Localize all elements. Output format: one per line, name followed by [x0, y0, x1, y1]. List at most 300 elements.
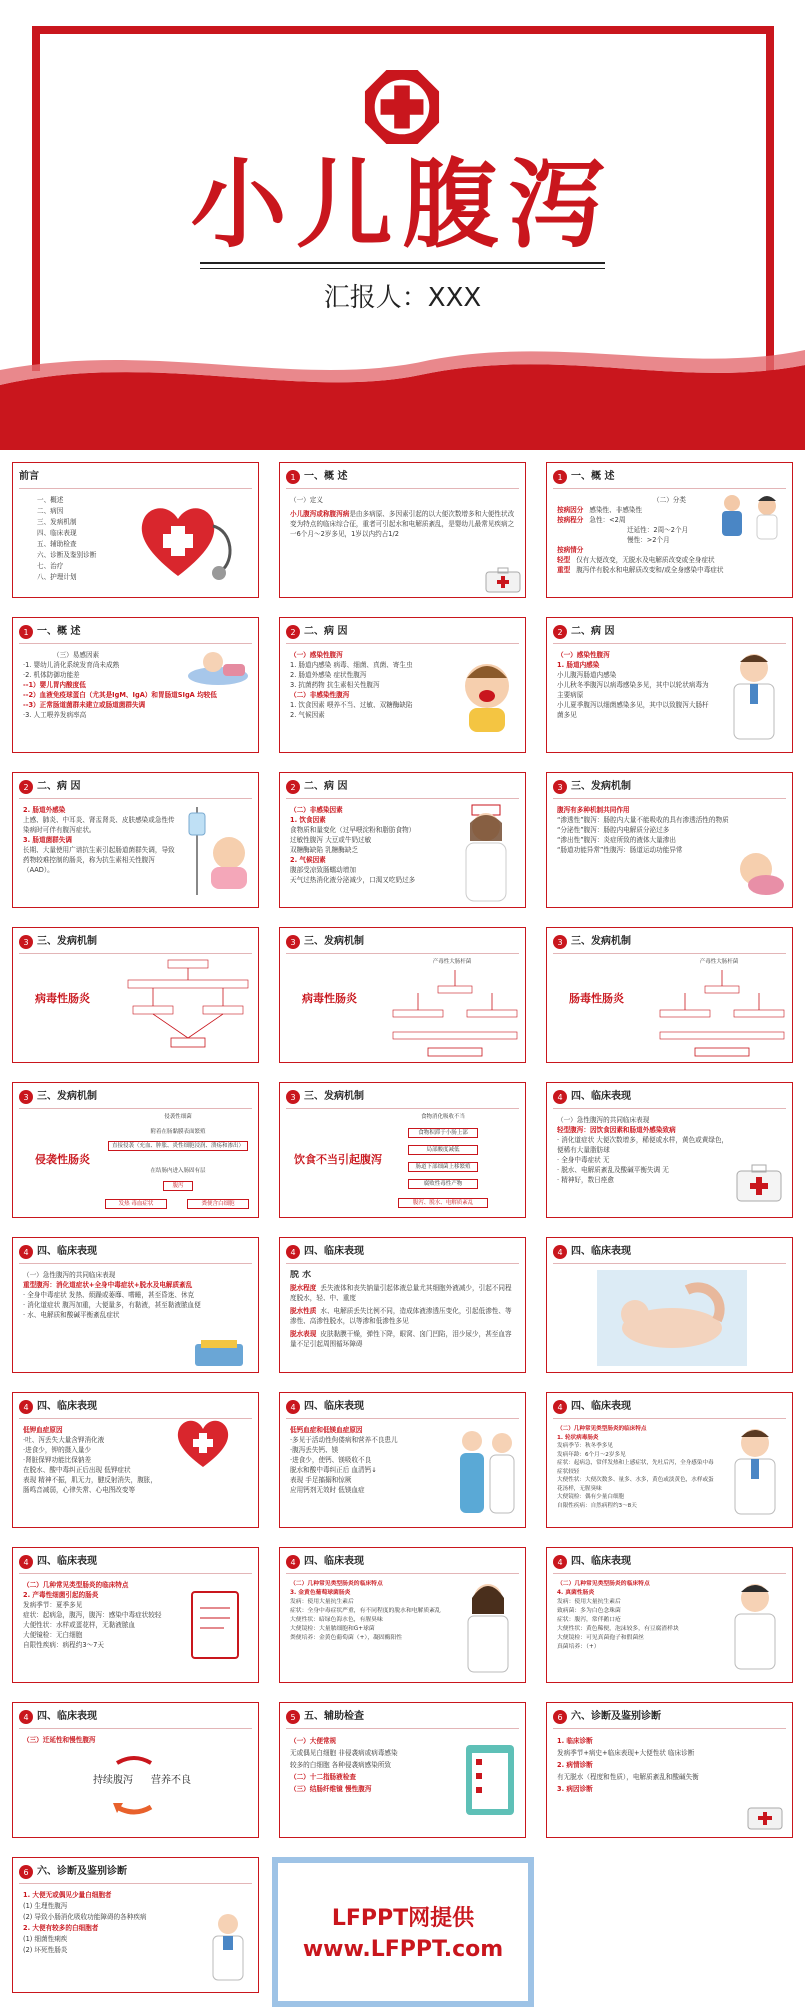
slide-title: 四、临床表现: [571, 1091, 631, 1102]
mechanism-label: 侵袭性肠炎: [35, 1153, 90, 1166]
bullet-line: 无或偶见白细胞 非侵袭病或病毒感染: [290, 1749, 398, 1757]
section-number: 4: [19, 1245, 33, 1259]
flow-step-4: 肠道下部细菌上移繁殖: [408, 1162, 478, 1172]
bullet-line: 双糖酶缺陷 乳糖酶缺乏: [290, 846, 359, 854]
bullet-line: 天气过热消化液分泌减少，口渴又吃奶过多: [290, 876, 416, 884]
bullet-line: · 水、电解质和酸碱平衡紊乱症状: [23, 1311, 120, 1319]
bullet-line: 症状：起病急，腹泻，腹泻：感染中毒症状较轻: [23, 1611, 162, 1619]
slide-title: 四、临床表现: [304, 1246, 364, 1257]
male-doctor-icon: [203, 1908, 253, 1988]
slide-clinical-mild[interactable]: [546, 1082, 793, 1218]
bullet-list: [557, 650, 712, 720]
slide-body: [23, 1580, 178, 1676]
sick-baby-illustration-icon: [183, 646, 253, 686]
toc-item[interactable]: 四、临床表现: [37, 529, 77, 537]
slide-etiology-3[interactable]: [12, 772, 259, 908]
bullet-line: 自限性疾病：自然病程约3～8天: [557, 1502, 637, 1509]
slide-clinical-staph[interactable]: [279, 1547, 526, 1683]
slide-header: [553, 1244, 631, 1260]
bullet-line: --3）正常肠道菌群未建立或肠道菌群失调: [23, 701, 146, 709]
bullet-line: （二）非感染因素: [290, 806, 343, 814]
slide-title: 三、发病机制: [571, 781, 631, 792]
ad-line-2[interactable]: www.LFPPT.com: [302, 1937, 504, 1962]
flow-step-1: 侵袭性细菌: [148, 1113, 208, 1121]
bullet-line: 3. 抗菌药物 抗生素相关性腹泻: [290, 681, 380, 689]
medical-staff-illustration-icon: [452, 1423, 522, 1523]
classification-value: 迁延性：2周～2个月: [627, 526, 689, 534]
bullet-list: [557, 805, 732, 855]
bullet-line: 表现 手足搐搦和惊厥: [290, 1476, 352, 1484]
slide-header: [286, 624, 347, 640]
bullet-line: 脱水和酸中毒纠正后 血清钙↓: [290, 1466, 377, 1474]
dehydration-row: [290, 1283, 515, 1303]
slide-title: 四、临床表现: [37, 1711, 97, 1722]
slide-header: [19, 1399, 97, 1415]
bullet-line: 1. 饮食因素 喂养不当、过敏、双糖酶缺陷: [290, 701, 413, 709]
header-rule: [553, 1263, 786, 1264]
header-rule: [553, 488, 786, 489]
header-rule: [19, 1573, 252, 1574]
toc-item[interactable]: 三、发病机制: [37, 518, 77, 526]
bullet-line: 3. 肠道菌群失调: [23, 836, 72, 844]
slide-header: [286, 1399, 364, 1415]
dehydration-row: [290, 1306, 515, 1326]
bullet-line: “渗透性”腹泻：肠腔内大量不能吸收的具有渗透活性的物质: [557, 816, 729, 824]
slide-clinical-toxigenic[interactable]: [12, 1547, 259, 1683]
crying-baby-icon: [455, 656, 519, 736]
bullet-line: 上感、肺炎、中耳炎、肾盂肾炎、皮肤感染或急性传染病时可伴有腹泻症状。: [23, 816, 175, 834]
section-number: 3: [553, 780, 567, 794]
slide-title: 四、临床表现: [304, 1556, 364, 1567]
slide-header: [19, 1089, 97, 1105]
slide-overview-definition[interactable]: [279, 462, 526, 598]
slide-title: 六、诊断及鉴别诊断: [571, 1711, 661, 1722]
sleeping-baby-icon: [732, 843, 788, 899]
definition-term: 小儿腹泻或称腹泻病: [290, 510, 350, 518]
iv-drip-baby-icon: [183, 803, 255, 899]
bullet-line: 1. 肠道内感染: [557, 661, 600, 669]
slide-header: [19, 469, 39, 485]
header-rule: [286, 1108, 519, 1109]
slide-header: [286, 1554, 364, 1570]
toc-item[interactable]: 一、概述: [37, 496, 64, 504]
bullet-line: 大便镜检：大量脓细胞和G+球菌: [290, 1626, 375, 1632]
slide-overview-classification[interactable]: [546, 462, 793, 598]
slide-title: 二、病 因: [37, 781, 81, 792]
slide-title: 三、发病机制: [37, 1091, 97, 1102]
section-number: 2: [553, 625, 567, 639]
classification-key: 轻型: [557, 556, 571, 564]
slide-clinical-fungal[interactable]: [546, 1547, 793, 1683]
slide-pathogenesis-diet[interactable]: [279, 1082, 526, 1218]
dehydration-key: 脱水表现: [290, 1330, 317, 1338]
section-number: 1: [553, 470, 567, 484]
bullet-line: “分泌性”腹泻：肠腔内电解质分泌过多: [557, 826, 670, 834]
slide-title: 五、辅助检查: [304, 1711, 364, 1722]
slide-clinical-dehydration[interactable]: [279, 1237, 526, 1373]
bullet-line: 腹部受凉致肠蠕动增加: [290, 866, 356, 874]
bullet-line: 过敏性腹泻 大豆或牛奶过敏: [290, 836, 372, 844]
slide-clinical-rotavirus[interactable]: [546, 1392, 793, 1528]
flow-step-4: 在结肠内进入肠固有层: [138, 1167, 218, 1175]
heart-stethoscope-icon: [173, 1415, 239, 1471]
slide-clinical-chronic[interactable]: [12, 1702, 259, 1838]
section-number: 2: [19, 780, 33, 794]
slide-title: 二、病 因: [571, 626, 615, 637]
male-doctor-icon: [722, 648, 786, 748]
bullet-line: 症状：全身中毒症状严重，有不同程度的脱水和电解质紊乱: [290, 1608, 441, 1614]
classification-row: [557, 565, 782, 575]
classification-key: 按病程分: [557, 516, 584, 524]
header-rule: [286, 798, 519, 799]
slide-overview-risk-factors[interactable]: [12, 617, 259, 753]
slide-title: 二、病 因: [304, 781, 348, 792]
flow-step-6: 腹泻、脱水、电解质紊乱: [398, 1198, 488, 1208]
definition-text: 是由多病原、多因素引起的以大便次数增多和大便性状改变为特点的临床综合征，重者可引起水和电解质紊乱，是婴幼儿最常见疾病之一6个月～2岁多见，1岁以内约占1/2: [290, 510, 515, 538]
bullet-line: 发病年龄：6个月～2岁多见: [557, 1451, 626, 1458]
toc-item[interactable]: 二、病因: [37, 507, 64, 515]
toc-item[interactable]: 七、治疗: [37, 562, 64, 570]
bullet-line: (2) 导致小肠消化吸收功能障碍的各种疾病: [23, 1913, 147, 1921]
slide-header: [19, 1244, 97, 1260]
bullet-line: 3. 金黄色葡萄球菌肠炎: [290, 1590, 351, 1596]
classification-key: 重型: [557, 566, 571, 574]
toc-list: [23, 495, 133, 591]
section-number: 1: [19, 625, 33, 639]
slide-title: 四、临床表现: [37, 1401, 97, 1412]
flow-top-label: 产毒性大肠杆菌: [420, 958, 484, 966]
sub-heading: 脱 水: [290, 1270, 312, 1280]
bullet-line: 2. 气候因素: [290, 711, 325, 719]
bullet-line: 发病季节：夏季多见: [23, 1601, 83, 1609]
bullet-line: 粪便培养：金黄色葡萄菌（+），凝固酶阳性: [290, 1635, 403, 1641]
slide-body: [557, 1115, 732, 1211]
slide-header: [553, 779, 631, 795]
section-number: 4: [19, 1555, 33, 1569]
slide-header: [553, 469, 614, 485]
flow-step-5: 腹泻: [163, 1181, 193, 1191]
section-number: 3: [286, 1090, 300, 1104]
classification-value: 腹泻伴有脱水和电解质改变和/或全身感染中毒症状: [576, 566, 724, 574]
lfppt-ad-banner[interactable]: [272, 1857, 534, 2007]
header-rule: [553, 1728, 786, 1729]
toc-item[interactable]: 五、辅助检查: [37, 540, 77, 548]
slide-body: [290, 1425, 450, 1521]
header-rule: [286, 643, 519, 644]
bullet-line: 大便镜检：无白细胞: [23, 1631, 83, 1639]
bullet-line: ·1. 婴幼儿消化系统发育尚未成熟: [23, 661, 120, 669]
section-number: 4: [553, 1400, 567, 1414]
slide-header: [553, 1554, 631, 1570]
slide-body: [557, 805, 732, 901]
ad-line-1: LFPPT网提供: [331, 1906, 475, 1931]
section-number: 5: [286, 1710, 300, 1724]
bullet-line: “肠道功能异常”性腹泻：肠道运动功能异常: [557, 846, 683, 854]
bullet-line: 发病季节：秋冬季多见: [557, 1443, 613, 1449]
slide-clinical-severe[interactable]: [12, 1237, 259, 1373]
section-number: 3: [286, 935, 300, 949]
bullet-line: 症状：起病急，常伴发热和上感症状，先吐后泻，全身感染中毒症状较轻: [557, 1460, 714, 1475]
bullet-line: 2. 气候因素: [290, 856, 326, 864]
flow-step-2: 附着在肠黏膜表面繁殖: [133, 1128, 223, 1136]
sub-heading: （一）急性腹泻的共同临床表现: [23, 1271, 116, 1279]
sub-heading: （二）几种常见类型肠炎的临床特点: [23, 1581, 129, 1589]
sub-heading: （二）几种常见类型肠炎的临床特点: [290, 1581, 383, 1587]
toc-item[interactable]: 八、护理计划: [37, 573, 77, 581]
bullet-list: [290, 650, 455, 720]
bullet-line: 有无脱水（程度和性质），电解质紊乱和酸碱失衡: [557, 1773, 699, 1781]
bullet-line: 食物质和量变化（过早喂淀粉和脂肪食物）: [290, 826, 416, 834]
slide-title: 二、病 因: [304, 626, 348, 637]
slide-title: 四、临床表现: [571, 1556, 631, 1567]
slide-body: [290, 1270, 515, 1366]
nurse-illustration-icon: [450, 801, 522, 905]
section-number: 4: [286, 1400, 300, 1414]
slide-diagnosis-1[interactable]: [546, 1702, 793, 1838]
male-doctor-icon: [723, 1578, 787, 1678]
header-rule: [19, 643, 252, 644]
sub-heading: （一）急性腹泻的共同临床表现: [557, 1116, 650, 1124]
header-rule: [553, 643, 786, 644]
bullet-list: [23, 1280, 248, 1320]
slide-header: [19, 1864, 127, 1880]
slide-clinical-illustration[interactable]: [546, 1237, 793, 1373]
bullet-line: ·3. 人工喂养发病率高: [23, 711, 87, 719]
slide-diagnosis-2[interactable]: [12, 1857, 259, 1993]
slide-header: [553, 934, 631, 950]
bullet-line: ·吐、泻丢失大量含钾消化液: [23, 1436, 105, 1444]
bottom-wave: [0, 330, 805, 450]
slide-etiology-2[interactable]: [546, 617, 793, 753]
slide-title: 前言: [19, 471, 39, 482]
bullet-line: 低钾血症原因: [23, 1426, 63, 1434]
slide-header: [286, 1244, 364, 1260]
slide-title: 一、概 述: [304, 471, 348, 482]
bullet-line: 致病菌：多为白色念珠菌: [557, 1608, 621, 1614]
slide-header: [19, 934, 97, 950]
sub-heading: （二）几种常见类型肠炎的临床特点: [557, 1581, 650, 1587]
title-slide: [0, 0, 805, 450]
bullet-line: ·肾脏保钾功能比保钠差: [23, 1456, 92, 1464]
bullet-line: --2）血液免疫球蛋白（尤其是IgM、IgA）和胃肠道SIgA 均较低: [23, 691, 217, 699]
dehydration-value: 水、电解质丢失比例不同，造成体液渗透压变化，引起低渗性、等渗性、高渗性脱水，以等渗和低渗性多见: [290, 1307, 512, 1325]
bullet-line: 自限性疾病：病程约3～7天: [23, 1641, 104, 1649]
bullet-list: [557, 1735, 782, 1795]
bullet-line: 较多的白细胞 各种侵袭病感染所致: [290, 1761, 392, 1769]
slide-title: 三、发病机制: [304, 1091, 364, 1102]
section-number: 2: [286, 625, 300, 639]
mechanism-label: 病毒性肠炎: [35, 992, 90, 1005]
bullet-line: 大便性状：黄色稀便，泡沫较多，有豆腐渣样块: [557, 1626, 679, 1632]
header-rule: [553, 953, 786, 954]
dehydration-key: 脱水程度: [290, 1284, 317, 1292]
slide-title: 四、临床表现: [304, 1401, 364, 1412]
bullet-line: 2. 产毒性细菌引起的肠炎: [23, 1591, 99, 1599]
slide-body: [290, 495, 515, 591]
mechanism-flowchart: [388, 970, 522, 1060]
cycle-item-malnutrition: 营养不良: [151, 1775, 191, 1786]
slide-header: [286, 779, 347, 795]
slide-header: [553, 1709, 661, 1725]
sub-heading: （一）定义: [290, 496, 323, 504]
slide-body: [557, 1425, 717, 1521]
header-rule: [553, 1108, 786, 1109]
slide-title: 六、诊断及鉴别诊断: [37, 1866, 127, 1877]
toc-item[interactable]: 六、诊断及鉴别诊断: [37, 551, 97, 559]
bullet-line: （一）感染性腹泻: [557, 651, 610, 659]
flow-top-label: 产毒性大肠杆菌: [687, 958, 751, 966]
section-number: 6: [19, 1865, 33, 1879]
bullet-line: 小儿腹泻肠道内感染: [557, 671, 617, 679]
slide-header: [19, 1554, 97, 1570]
bullet-line: 在脱水、酸中毒纠正后出现 低钾症状: [23, 1466, 131, 1474]
section-number: 2: [286, 780, 300, 794]
bullet-line: · 脱水、电解质紊乱及酸碱平衡失调 无: [557, 1166, 669, 1174]
slide-title: 三、发病机制: [304, 936, 364, 947]
bullet-line: （三）结肠纤维镜 慢性腹泻: [290, 1785, 372, 1793]
medical-record-icon: [188, 1588, 248, 1664]
bullet-line: （一）感染性腹泻: [290, 651, 343, 659]
slide-pathogenesis-toxigenic[interactable]: [546, 927, 793, 1063]
header-rule: [286, 1573, 519, 1574]
bullet-line: 应用钙剂无效时 低镁血症: [290, 1486, 365, 1494]
title-underline: [200, 262, 605, 264]
cycle-arrows-icon: [109, 1753, 159, 1823]
slide-pathogenesis-viral-1[interactable]: [12, 927, 259, 1063]
slide-pathogenesis-invasive[interactable]: [12, 1082, 259, 1218]
flow-step-6: 发热 毒血症状: [105, 1199, 167, 1209]
bullet-line: 2. 肠道外感染 症状性腹泻: [290, 671, 367, 679]
first-aid-kit-icon: [735, 1163, 783, 1203]
slide-clinical-hypokalemia[interactable]: [12, 1392, 259, 1528]
title-underline-thin: [200, 268, 605, 269]
bullet-line: 大便性状：大便次数多、量多、水多，黄色或淡黄色，水样或蛋花汤样，无腥臭味: [557, 1477, 714, 1492]
bullet-line: (1) 生理性腹泻: [23, 1902, 68, 1910]
bullet-list: [23, 805, 178, 875]
slide-body: [290, 1735, 450, 1831]
classification-key: 按病情分: [557, 546, 584, 554]
bullet-line: ·进食少，钾的摄入量少: [23, 1446, 92, 1454]
section-number: 3: [19, 1090, 33, 1104]
header-rule: [286, 1728, 519, 1729]
slide-pathogenesis-viral-2[interactable]: [279, 927, 526, 1063]
sub-heading: （三）易感因素: [53, 651, 100, 659]
slide-body: [290, 650, 455, 746]
bullet-line: 小儿秋冬季腹泻以病毒感染多见，其中以轮状病毒为主要病原: [557, 681, 709, 699]
section-number: 4: [553, 1245, 567, 1259]
bullet-line: 长期、大量使用广谱抗生素引起肠道菌群失调，导致药物较难控制的肠炎，称为抗生素相关性腹泻（AAD）。: [23, 846, 175, 874]
slide-header: [286, 1089, 364, 1105]
slide-etiology-4[interactable]: [279, 772, 526, 908]
medicine-box-icon: [193, 1338, 245, 1368]
header-rule: [286, 488, 519, 489]
header-rule: [553, 1573, 786, 1574]
bullet-line: · 消化道症状 大便次数增多，稀便或水样，黄色或黄绿色，便稀有大量脂肪球: [557, 1136, 729, 1154]
dehydration-list: [290, 1283, 515, 1349]
slide-body: [290, 1580, 450, 1676]
slide-body: [23, 1890, 188, 1986]
header-rule: [19, 1728, 252, 1729]
slide-title: 四、临床表现: [37, 1556, 97, 1567]
bullet-line: 症状：腹泻，常伴鹅口疮: [557, 1617, 621, 1623]
flow-step-2: 食物积滞于小肠上部: [408, 1128, 478, 1138]
bullet-line: (2) 坏死性肠炎: [23, 1946, 68, 1954]
section-number: 4: [553, 1555, 567, 1569]
slide-header: [286, 934, 364, 950]
bullet-line: ·腹泻丢失钙、镁: [290, 1446, 339, 1454]
slide-header: [286, 1709, 364, 1725]
slide-etiology-1[interactable]: [279, 617, 526, 753]
slide-toc[interactable]: [12, 462, 259, 598]
section-number: 4: [19, 1710, 33, 1724]
mechanism-label: 饮食不当引起腹泻: [294, 1153, 382, 1166]
slide-title: 三、发病机制: [37, 936, 97, 947]
dehydration-row: [290, 1329, 515, 1349]
bullet-line: ·多见于活动性佝偻病和营养不良患儿: [290, 1436, 398, 1444]
slide-auxiliary-exam[interactable]: [279, 1702, 526, 1838]
doctor-child-illustration-icon: [712, 491, 787, 541]
slide-body: [557, 650, 712, 746]
bullet-line: 大便性状：暗绿色海水色，有腥臭味: [290, 1617, 383, 1623]
bullet-line: 表现 精神不振，肌无力，腱反射消失，腹胀，: [23, 1476, 157, 1484]
bullet-line: ·进食少，使钙、镁吸收不良: [290, 1456, 372, 1464]
classification-value: 慢性：>2个月: [627, 536, 670, 544]
male-doctor-icon: [723, 1423, 787, 1523]
bullet-line: （一）大便常规: [290, 1737, 337, 1745]
section-number: 4: [19, 1400, 33, 1414]
slide-pathogenesis-overview[interactable]: [546, 772, 793, 908]
slide-header: [19, 624, 80, 640]
bullet-list: [557, 1434, 717, 1511]
bullet-line: 腹泻有多种机制共同作用: [557, 806, 630, 814]
bullet-list: [290, 1589, 450, 1643]
bullet-line: 小儿夏季腹泻以细菌感染多见，其中以致腹泻大肠杆菌多见: [557, 701, 709, 719]
classification-value: 仅有大便改变，无脱水及电解质改变或全身症状: [576, 556, 715, 564]
bullet-line: 发病：使用大量抗生素后: [557, 1599, 621, 1605]
bullet-line: （二）十二指肠液检查: [290, 1773, 356, 1781]
bullet-line: 肠鸣音减弱，心律失常、心电图改变等: [23, 1486, 136, 1494]
section-number: 1: [286, 470, 300, 484]
slide-header: [19, 1709, 97, 1725]
first-aid-kit-icon: [485, 567, 521, 593]
flow-step-7: 粪便含白细胞: [187, 1199, 249, 1209]
checklist-clipboard-icon: [460, 1739, 520, 1819]
slide-title: 四、临床表现: [37, 1246, 97, 1257]
bullet-line: 轻型腹泻：因饮食因素和肠道外感染致病: [557, 1126, 676, 1134]
mechanism-label: 肠毒性肠炎: [569, 992, 624, 1005]
slide-clinical-hypocalcemia[interactable]: [279, 1392, 526, 1528]
bullet-line: 发病季节+病史+临床表现+大便性状 临床诊断: [557, 1749, 695, 1757]
slide-body: [557, 1580, 717, 1676]
classification-value: 感染性、非感染性: [589, 506, 643, 514]
bullet-line: ·2. 机体防御功能差: [23, 671, 80, 679]
bullet-line: 1. 轮状病毒肠炎: [557, 1434, 599, 1441]
header-rule: [19, 1263, 252, 1264]
presentation-title: 小儿腹泻: [190, 148, 615, 261]
mechanism-label: 病毒性肠炎: [302, 992, 357, 1005]
flow-step-3: 直接侵袭（充血、肿胀、炎性细胞浸润、溃疡和渗出）: [108, 1141, 248, 1151]
bullet-line: 发病：使用大量抗生素后: [290, 1599, 354, 1605]
slide-title: 四、临床表现: [571, 1246, 631, 1257]
header-rule: [19, 1883, 252, 1884]
bullet-line: · 消化道症状 腹泻加重，大便量多，有黏液，甚至黏液脓血便: [23, 1301, 201, 1309]
dehydration-value: 丢失液体和丧失钠量引起体液总量尤其细胞外液减少，引起不同程度脱水，轻、中、重度: [290, 1284, 512, 1302]
medical-cross-logo-icon: [363, 68, 441, 146]
section-number: 3: [19, 935, 33, 949]
slide-header: [19, 779, 80, 795]
bullet-list: [23, 1590, 178, 1650]
header-rule: [553, 798, 786, 799]
